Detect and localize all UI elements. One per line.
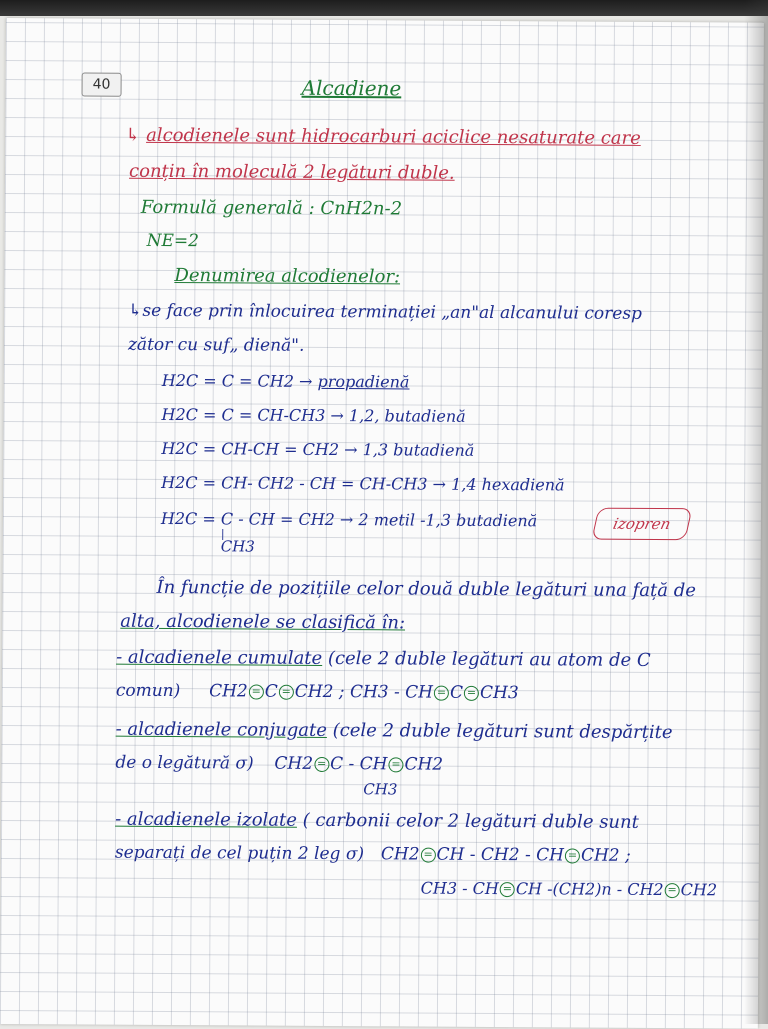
type-isolated-line-1 bbox=[115, 809, 639, 833]
double-bond-marker: = bbox=[434, 686, 449, 701]
isolated-example-a: CH2 = CH - CH2 - CH = CH2 ; bbox=[380, 844, 631, 866]
type-desc: (cele 2 duble legături au atom de C bbox=[327, 647, 651, 671]
page-number: 40 bbox=[82, 72, 122, 96]
substituent-ch3: CH3 bbox=[363, 780, 398, 799]
notebook-page bbox=[0, 18, 764, 1029]
double-bond-marker: = bbox=[421, 848, 436, 863]
type-cumulate-line-2 bbox=[116, 681, 519, 703]
example-row bbox=[161, 439, 474, 460]
type-desc: de o legătură σ) bbox=[115, 752, 254, 774]
example-name: 1,3 butadienă bbox=[362, 440, 475, 460]
type-cumulate-line-1 bbox=[116, 647, 651, 671]
double-bond-marker: = bbox=[388, 757, 403, 772]
double-bond-marker: = bbox=[279, 685, 294, 700]
double-bond-marker: = bbox=[314, 757, 329, 772]
naming-rule-line-2: zător cu suf„ dienă". bbox=[127, 334, 305, 356]
example-row bbox=[162, 405, 466, 426]
ne-value: NE=2 bbox=[146, 230, 200, 252]
example-row bbox=[162, 371, 410, 392]
notebook-top-edge bbox=[0, 0, 768, 16]
double-bond-marker: = bbox=[565, 848, 580, 863]
bond-tick: | bbox=[220, 527, 225, 541]
classification-intro-text: alta, alcodienele se clasifică în: bbox=[120, 610, 406, 634]
definition-line-2: conțin în moleculă 2 legături duble. bbox=[129, 160, 455, 184]
example-formula: H2C = CH-CH = CH2 → bbox=[161, 438, 358, 460]
example-name: 2 metil -1,3 butadienă bbox=[358, 510, 538, 531]
naming-rule-line-1: ↳se face prin înlocuirea terminației „an"al alcanului coresp bbox=[128, 300, 643, 324]
example-name: propadienă bbox=[317, 371, 410, 392]
example-formula: H2C = C = CH2 → bbox=[161, 370, 313, 391]
isoprene-tag: izopren bbox=[591, 508, 692, 541]
cumulate-example-a: CH2 = C = CH2 ; bbox=[209, 681, 351, 703]
type-conjugate-line-1 bbox=[116, 719, 673, 743]
conjugate-example: CH2 = C - CH = CH2 bbox=[274, 753, 444, 775]
example-formula: H2C = CH- CH2 - CH = CH-CH3 → bbox=[161, 472, 447, 494]
page-title: Alcadiene bbox=[301, 75, 402, 101]
double-bond-marker: = bbox=[464, 686, 479, 701]
double-bond-marker: = bbox=[500, 882, 515, 897]
isolated-example-b: CH3 - CH = CH -(CH2)n - CH2 = CH2 bbox=[420, 878, 718, 900]
type-desc: separați de cel puțin 2 leg σ) bbox=[114, 842, 365, 865]
page-shadow bbox=[744, 0, 768, 1024]
type-desc: comun) bbox=[115, 680, 181, 702]
substituent-ch3: CH3 bbox=[220, 537, 255, 556]
type-desc: (cele 2 duble legături sunt despărțite bbox=[332, 720, 673, 744]
example-name: 1,4 hexadienă bbox=[451, 474, 565, 495]
classification-intro-2 bbox=[120, 611, 405, 634]
type-name: - alcadienele izolate bbox=[115, 808, 298, 831]
type-name: - alcadienele conjugate bbox=[115, 718, 327, 741]
cumulate-example-b: CH3 - CH = C = CH3 bbox=[349, 682, 519, 704]
type-desc: ( carbonii celor 2 legături duble sunt bbox=[302, 809, 639, 833]
example-row bbox=[161, 473, 565, 494]
definition-text-1: alcodienele sunt hidrocarburi aciclice nesaturate care bbox=[146, 124, 641, 149]
type-name: - alcadienele cumulate bbox=[116, 646, 323, 669]
general-formula: Formulă generală : CnH2n-2 bbox=[140, 196, 403, 220]
double-bond-marker: = bbox=[249, 684, 264, 699]
type-conjugate-line-2 bbox=[115, 753, 443, 775]
naming-heading: Denumirea alcodienelor: bbox=[174, 265, 401, 288]
double-bond-marker: = bbox=[665, 883, 680, 898]
example-formula: H2C = C = CH-CH3 → bbox=[161, 404, 344, 426]
example-formula: H2C = C - CH = CH2 → bbox=[160, 508, 354, 530]
arrow-icon: ↳ bbox=[125, 124, 141, 146]
definition-line-1 bbox=[125, 125, 641, 149]
classification-intro-1: În funcție de pozițiile celor două duble legături una față de bbox=[156, 576, 696, 602]
type-isolated-line-2 bbox=[115, 843, 631, 866]
example-row bbox=[161, 509, 537, 530]
example-name: 1,2, butadienă bbox=[348, 406, 466, 426]
